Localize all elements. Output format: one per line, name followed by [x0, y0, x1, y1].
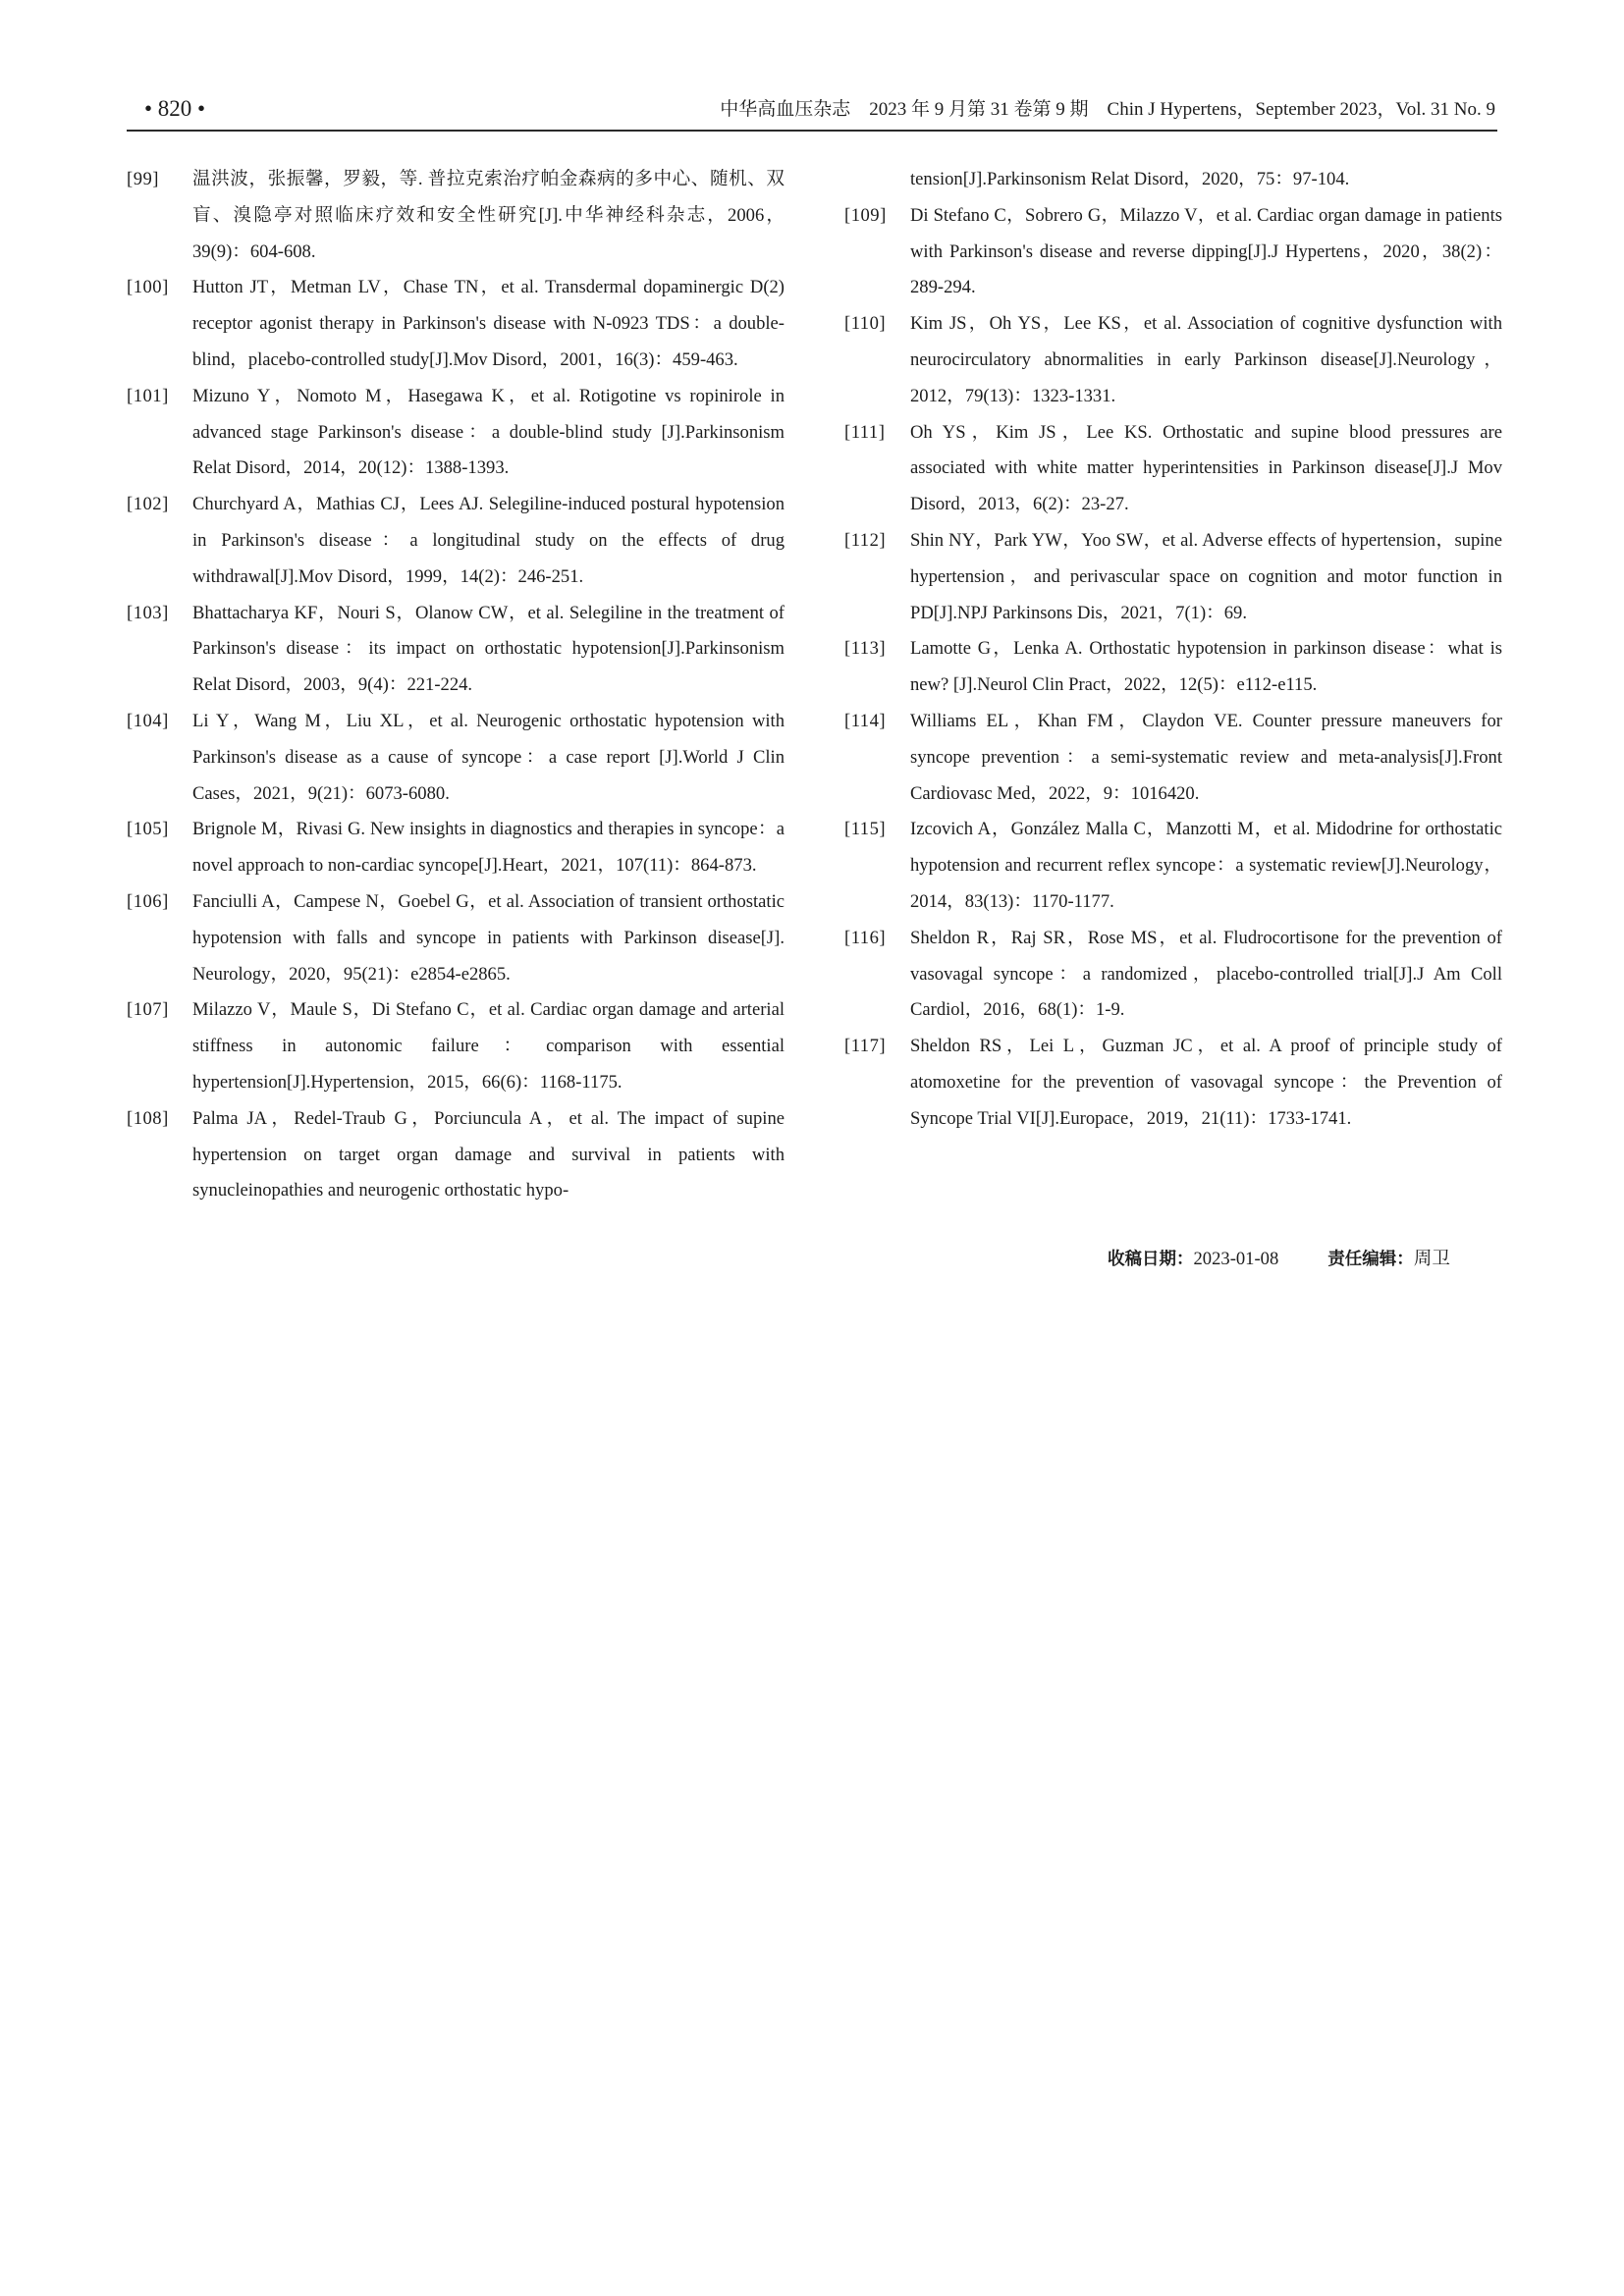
reference-item — [127, 704, 785, 812]
reference-text: Di Stefano C，Sobrero G，Milazzo V，et al. Cardiac organ damage in patients with Parkinson's disease and reverse dipping[J].J Hypertens，2020，38(2)：289-294. — [910, 204, 1502, 298]
reference-number: [114] — [844, 710, 887, 731]
reference-number: [108] — [127, 1107, 169, 1129]
reference-item — [844, 631, 1502, 704]
reference-number: [115] — [844, 819, 887, 840]
reference-item — [844, 415, 1502, 523]
reference-item — [127, 884, 785, 992]
reference-text: Sheldon RS，Lei L，Guzman JC，et al. A proof of principle study of atomoxetine for the prevention of vasovagal syncope：the Prevention of Syncope Trial VI[J].Europace，2019，21(11)：1733-1741. — [910, 1036, 1502, 1129]
reference-text: Li Y，Wang M，Liu XL，et al. Neurogenic orthostatic hypotension with Parkinson's disease as a cause of syncope：a case report [J].World J Clin Cases，2021，9(21)：6073-6080. — [192, 710, 785, 804]
reference-text: Oh YS，Kim JS，Lee KS. Orthostatic and supine blood pressures are associated with white matter hyperintensities in Parkinson disease[J].J Mov Disord，2013，6(2)：23-27. — [910, 421, 1502, 515]
reference-item — [127, 596, 785, 704]
reference-number: [107] — [127, 999, 169, 1021]
reference-continuation: tension[J].Parkinsonism Relat Disord，2020，75：97-104. — [910, 169, 1350, 189]
reference-item — [127, 1101, 785, 1209]
editor-name: 周卫 — [1413, 1249, 1450, 1269]
reference-column-right — [844, 162, 1502, 1138]
reference-number: [100] — [127, 277, 169, 298]
article-footer — [1108, 1242, 1450, 1277]
reference-number: [113] — [844, 638, 887, 660]
reference-item — [844, 198, 1502, 306]
reference-text: Izcovich A，González Malla C，Manzotti M，et al. Midodrine for orthostatic hypotension and recurrent reflex syncope：a systematic review[J].Neurology，2014，83(13)：1170-1177. — [910, 819, 1502, 912]
received-date-label: 收稿日期： — [1108, 1250, 1194, 1269]
reference-text: Churchyard A，Mathias CJ，Lees AJ. Selegiline-induced postural hypotension in Parkinson's disease：a longitudinal study on the effects of drug withdrawal[J].Mov Disord，1999，14(2)：246-251. — [192, 494, 785, 587]
reference-number: [111] — [844, 421, 886, 443]
running-header — [127, 94, 1497, 132]
reference-number: [103] — [127, 602, 169, 623]
reference-text: Fanciulli A，Campese N，Goebel G，et al. Association of transient orthostatic hypotension with falls and syncope in patients with Parkinson disease[J]. Neurology，2020，95(21)：e2854-e2865. — [192, 890, 785, 985]
reference-text: Lamotte G，Lenka A. Orthostatic hypotension in parkinson disease：what is new? [J].Neurol Clin Pract，2022，12(5)：e112-e115. — [910, 638, 1502, 696]
reference-text: Mizuno Y，Nomoto M，Hasegawa K，et al. Rotigotine vs ropinirole in advanced stage Parkinson's disease：a double-blind study [J].Parkinsonism Relat Disord，2014，20(12)：1388-1393. — [192, 385, 785, 479]
reference-item — [844, 812, 1502, 920]
editor-label: 责任编辑： — [1327, 1250, 1414, 1269]
reference-text: Palma JA，Redel-Traub G，Porciuncula A，et al. The impact of supine hypertension on target organ damage and survival in patients with synucleinopathies and neurogenic orthostatic hypo- — [192, 1107, 785, 1201]
reference-number: [110] — [844, 313, 887, 335]
reference-number: [105] — [127, 819, 169, 840]
reference-item — [127, 162, 785, 270]
reference-number: [117] — [844, 1036, 887, 1057]
reference-column-left — [127, 162, 785, 1209]
reference-item — [127, 812, 785, 884]
reference-item — [844, 523, 1502, 631]
reference-item — [844, 1029, 1502, 1137]
reference-text: Williams EL，Khan FM，Claydon VE. Counter pressure maneuvers for syncope prevention：a semi-systematic review and meta-analysis[J].Front Cardiovasc Med，2022，9：1016420. — [910, 710, 1502, 804]
reference-item — [844, 921, 1502, 1029]
reference-text: Milazzo V，Maule S，Di Stefano C，et al. Cardiac organ damage and arterial stiffness in autonomic failure：comparison with essential hypertension[J].Hypertension，2015，66(6)：1168-1175. — [192, 999, 785, 1093]
reference-text: Shin NY，Park YW，Yoo SW，et al. Adverse effects of hypertension，supine hypertension，and perivascular space on cognition and motor function in PD[J].NPJ Parkinsons Dis，2021，7(1)：69. — [910, 529, 1502, 623]
reference-number: [104] — [127, 710, 169, 731]
reference-number: [116] — [844, 927, 887, 948]
reference-text: Bhattacharya KF，Nouri S，Olanow CW，et al. Selegiline in the treatment of Parkinson's disease：its impact on orthostatic hypotension[J].Parkinsonism Relat Disord，2003，9(4)：221-224. — [192, 602, 785, 696]
reference-number: [109] — [844, 204, 887, 226]
reference-text: Brignole M，Rivasi G. New insights in diagnostics and therapies in syncope：a novel approach to non-cardiac syncope[J].Heart，2021，107(11)：864-873. — [192, 819, 785, 877]
page-number: • 820 • — [144, 96, 206, 121]
reference-number: [106] — [127, 890, 169, 912]
reference-text: Hutton JT，Metman LV，Chase TN，et al. Transdermal dopaminergic D(2) receptor agonist therapy in Parkinson's disease with N-0923 TDS：a double-blind，placebo-controlled study[J].Mov Disord，2001，16(3)：459-463. — [192, 277, 785, 370]
reference-number: [102] — [127, 494, 169, 515]
reference-item — [844, 704, 1502, 812]
received-date: 2023-01-08 — [1193, 1249, 1279, 1269]
reference-text: 温洪波，张振馨，罗毅，等. 普拉克索治疗帕金森病的多中心、随机、双盲、溴隐亭对照临床疗效和安全性研究[J].中华神经科杂志，2006，39(9)：604-608. — [192, 169, 785, 262]
reference-item — [127, 379, 785, 487]
reference-text: Sheldon R，Raj SR，Rose MS，et al. Fludrocortisone for the prevention of vasovagal syncope：a randomized，placebo-controlled trial[J].J Am Coll Cardiol，2016，68(1)：1-9. — [910, 927, 1502, 1021]
reference-number: [112] — [844, 529, 887, 551]
journal-citation-line: 中华高血压杂志 2023 年 9 月第 31 卷第 9 期 Chin J Hypertens，September 2023，Vol. 31 No. 9 — [720, 99, 1495, 120]
reference-item — [127, 487, 785, 595]
reference-item — [127, 270, 785, 378]
reference-text: Kim JS，Oh YS，Lee KS，et al. Association of cognitive dysfunction with neurocirculatory abnormalities in early Parkinson disease[J].Neurology，2012，79(13)：1323-1331. — [910, 313, 1502, 406]
reference-item — [127, 992, 785, 1100]
reference-number: [99] — [127, 169, 159, 189]
reference-item — [844, 306, 1502, 414]
reference-number: [101] — [127, 385, 169, 406]
